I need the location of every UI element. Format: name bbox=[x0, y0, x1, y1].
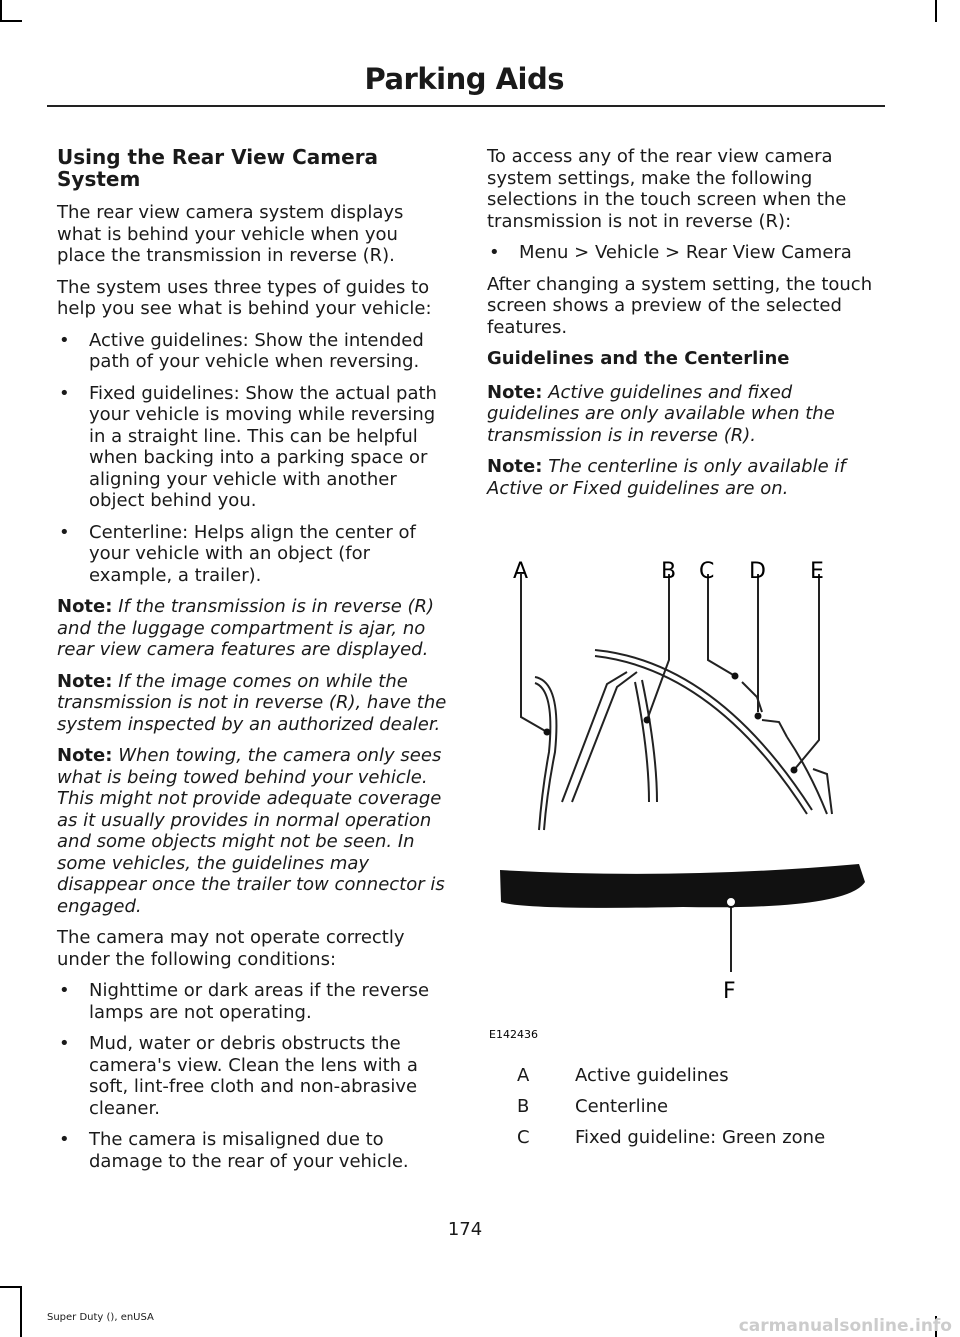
menu-path: • Menu > Vehicle > Rear View Camera bbox=[487, 242, 883, 264]
note bbox=[57, 671, 449, 736]
marker-dot-c bbox=[732, 673, 739, 680]
section-heading: Using the Rear View Camera System bbox=[57, 145, 379, 191]
right-column bbox=[487, 146, 883, 509]
note-text: When towing, the camera only sees what is being towed behind your vehicle. This might not provide adequate coverage as it usually provides in normal operation and some objects might not be seen. In some vehicles, the guidelines may disappear once the trailer tow connector is engaged. bbox=[57, 745, 445, 917]
after-change-paragraph: After changing a system setting, the touch screen shows a preview of the selected features. bbox=[487, 273, 873, 338]
crop-mark-bottom-left-v bbox=[20, 1286, 22, 1337]
label-d: D bbox=[749, 559, 766, 584]
marker-dot-a bbox=[544, 729, 551, 736]
note bbox=[487, 456, 883, 499]
legend-key: B bbox=[517, 1096, 530, 1117]
conditions-list bbox=[57, 980, 449, 1172]
figure-code: E142436 bbox=[489, 1028, 538, 1041]
fixed-segment-e-inner bbox=[813, 769, 832, 814]
list-item: • Centerline: Helps align the center of your vehicle with an object (for example, a trailer). bbox=[57, 522, 449, 587]
camera-guidelines-figure bbox=[487, 552, 883, 1042]
list-item: • Nighttime or dark areas if the reverse lamps are not operating. bbox=[57, 980, 449, 1023]
list-item: • Fixed guidelines: Show the actual path your vehicle is moving while reversing in a straight line. This can be helpful when backing into a parking space or aligning your vehicle with another object behind you. bbox=[57, 383, 449, 512]
note-label: Note: bbox=[487, 456, 543, 477]
legend-value: Active guidelines bbox=[575, 1065, 729, 1086]
note-label: Note: bbox=[57, 596, 113, 617]
leader-c bbox=[708, 574, 735, 676]
subheading: Guidelines and the Centerline bbox=[487, 348, 790, 369]
label-c: C bbox=[699, 559, 715, 584]
active-guideline-left-inner bbox=[535, 683, 550, 830]
legend-row bbox=[517, 1122, 825, 1153]
intro-paragraph: The rear view camera system displays what is behind your vehicle when you place the transmission in reverse (R). bbox=[57, 202, 404, 266]
crop-mark-bottom-left bbox=[0, 1286, 22, 1288]
list-item: • The camera is misaligned due to damage to the rear of your vehicle. bbox=[57, 1129, 449, 1172]
guidelines-diagram bbox=[487, 552, 883, 1042]
crop-mark-top-right bbox=[935, 0, 937, 22]
label-b: B bbox=[661, 559, 677, 584]
note-text: If the transmission is in reverse (R) and the luggage compartment is ajar, no rear view camera features are displayed. bbox=[57, 596, 435, 660]
legend-key: A bbox=[517, 1065, 530, 1086]
leader-a bbox=[521, 574, 547, 732]
note-label: Note: bbox=[57, 670, 113, 692]
footer-text: Super Duty (), enUSA bbox=[47, 1312, 154, 1323]
note bbox=[57, 745, 449, 917]
label-e: E bbox=[810, 559, 824, 584]
rear-bumper bbox=[500, 864, 865, 908]
camera-marker-f bbox=[726, 897, 736, 907]
note-text: If the image comes on while the transmission is not in reverse (R), have the system inspected by an authorized dealer. bbox=[57, 670, 447, 735]
menu-path-list bbox=[487, 242, 883, 264]
leader-b bbox=[647, 574, 669, 720]
marker-dot-e bbox=[791, 767, 798, 774]
outer-arc bbox=[595, 650, 812, 810]
figure-legend bbox=[517, 1060, 825, 1153]
legend-value: Centerline bbox=[575, 1096, 669, 1117]
header-divider bbox=[47, 105, 885, 107]
note bbox=[487, 382, 883, 447]
marker-dot-d bbox=[755, 713, 762, 720]
legend-value: Fixed guideline: Green zone bbox=[575, 1127, 826, 1148]
list-item: • Mud, water or debris obstructs the camera's view. Clean the lens with a soft, lint-free cloth and non-abrasive cleaner. bbox=[57, 1033, 449, 1119]
guides-list bbox=[57, 330, 449, 587]
guides-intro: The system uses three types of guides to help you see what is behind your vehicle: bbox=[57, 276, 432, 319]
note-text: Active guidelines and fixed guidelines are only available when the transmission is in reverse (R). bbox=[487, 381, 835, 446]
page-number: 174 bbox=[447, 1219, 483, 1240]
crop-mark-top-left bbox=[0, 0, 2, 22]
conditions-intro: The camera may not operate correctly under the following conditions: bbox=[57, 927, 405, 970]
active-guideline-left bbox=[535, 677, 556, 830]
note-label: Note: bbox=[57, 745, 113, 766]
label-a: A bbox=[513, 559, 529, 584]
left-column bbox=[57, 146, 449, 1182]
centerline-left bbox=[562, 672, 627, 802]
leader-e bbox=[794, 574, 819, 770]
page-title: Parking Aids bbox=[364, 62, 564, 96]
access-intro: To access any of the rear view camera system settings, make the following selections in the touch screen when the transmission is not in reverse (R): bbox=[487, 146, 847, 232]
legend-row bbox=[517, 1091, 825, 1122]
watermark: carmanualsonline.info bbox=[738, 1316, 952, 1336]
legend-row bbox=[517, 1060, 825, 1091]
note-text: The centerline is only available if Active or Fixed guidelines are on. bbox=[487, 456, 846, 499]
fixed-segment-d bbox=[762, 720, 787, 737]
label-f: F bbox=[723, 979, 736, 1004]
marker-dot-b bbox=[644, 717, 651, 724]
note-label: Note: bbox=[487, 381, 543, 403]
crop-mark-top-left-h bbox=[0, 20, 22, 22]
note bbox=[57, 596, 449, 661]
legend-key: C bbox=[517, 1127, 530, 1148]
list-item: • Active guidelines: Show the intended path of your vehicle when reversing. bbox=[57, 330, 449, 373]
